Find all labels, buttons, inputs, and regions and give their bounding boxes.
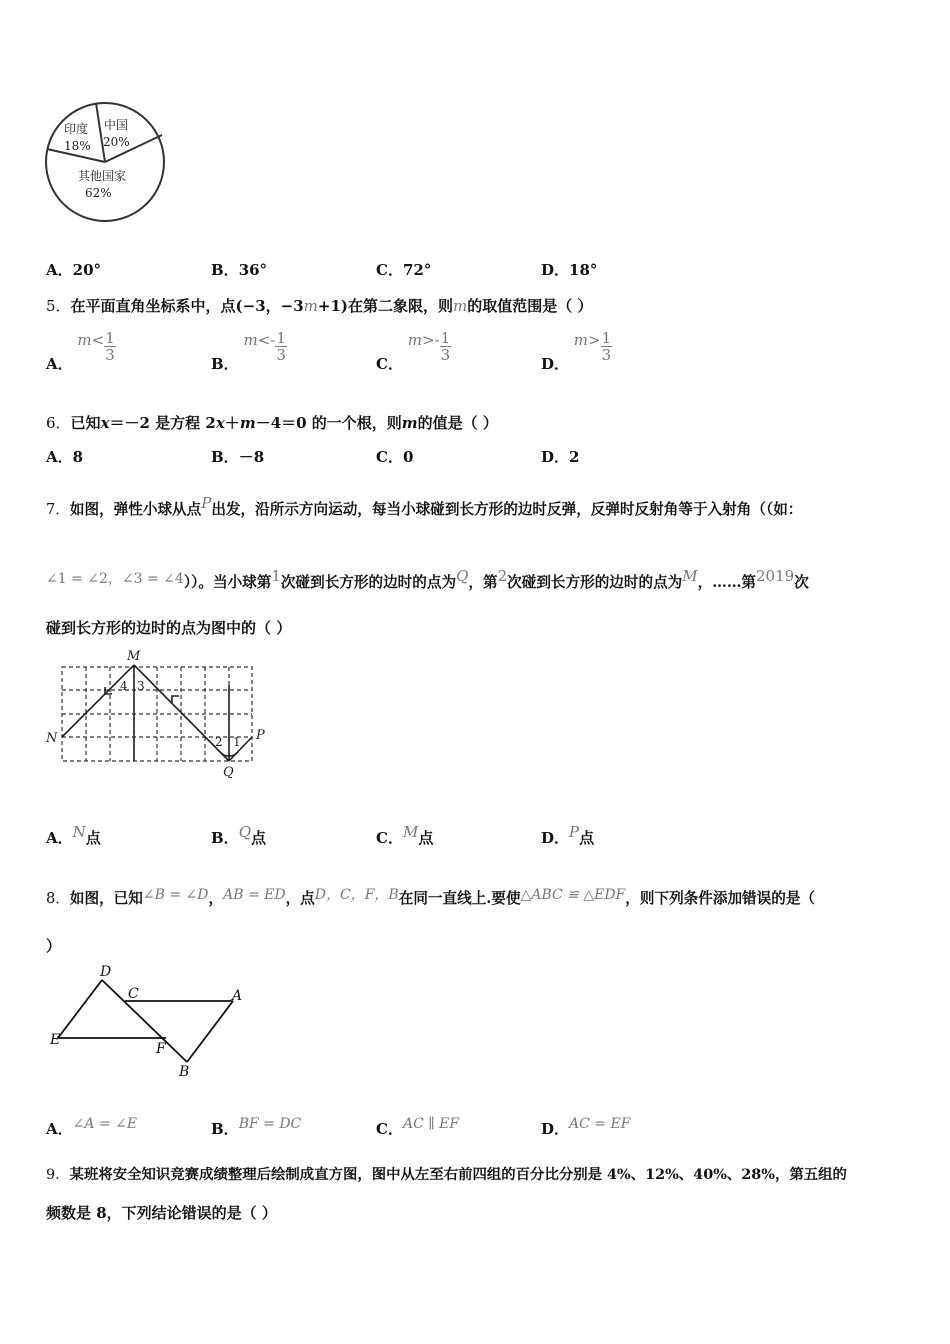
q4-option-d[interactable] — [541, 260, 597, 280]
pie-label-others: 其他国家 — [78, 169, 127, 183]
pie-divider-top — [96, 103, 105, 162]
option-label: C． — [376, 261, 403, 279]
q5-stem: 5．在平面直角坐标系中，点(−3，−3m+1)在第二象限，则m的取值范围是（ ） — [46, 297, 593, 315]
q8-option-c[interactable]: C．AC ∥ EF — [376, 1116, 460, 1138]
pie-chart — [40, 96, 175, 228]
q7-stem-line2: ∠1 = ∠2，∠3 = ∠4））。当小球第1次碰到长方形的边时的点为Q，第2次碰到长方形的边时的点为M，……第2019次 — [46, 567, 809, 591]
point-q-label: Q — [223, 765, 234, 780]
point-e-label: E — [50, 1032, 61, 1048]
point-d-label: D — [100, 964, 112, 980]
angle-3-label: 3 — [137, 679, 145, 693]
q6-option-b[interactable]: B．－8 — [211, 448, 265, 466]
triangles — [58, 980, 233, 1062]
q8-option-b[interactable]: B．BF = DC — [211, 1116, 302, 1138]
pie-label-china: 中国 — [104, 118, 129, 132]
q5-option-a[interactable]: A． m< $\frac{1}{3}$ — [46, 329, 115, 373]
q8-figure — [44, 960, 254, 1080]
q5-option-b[interactable]: B． m<- $\frac{1}{3}$ — [211, 329, 286, 373]
q7-stem-line3: 碰到长方形的边时的点为图中的（ ） — [46, 619, 292, 637]
q4-option-a[interactable] — [46, 260, 101, 280]
q8-stem-line2: ） — [46, 937, 62, 955]
option-label: D． — [541, 261, 570, 279]
angle-2-label: 2 — [215, 735, 223, 749]
q6-option-d[interactable]: D．2 — [541, 448, 580, 466]
pie-value-china: 20% — [103, 135, 130, 149]
option-text: 36° — [238, 261, 268, 279]
point-b-label: B — [179, 1064, 190, 1080]
q8-stem-line1: 8．如图，已知∠B = ∠D，AB = ED，点D，C，F，B在同一直线上.要使△ABC ≌ △EDF，则下列条件添加错误的是（ — [46, 887, 816, 907]
q5-option-c[interactable]: C． m>- $\frac{1}{3}$ — [376, 329, 451, 373]
q9-stem-line2: 频数是 8，下列结论错误的是（ ） — [46, 1204, 277, 1222]
q8-option-d[interactable]: D．AC = EF — [541, 1116, 631, 1138]
point-n-label: N — [46, 731, 58, 746]
option-label: A． — [46, 261, 73, 279]
q7-stem-line1: 7．如图，弹性小球从点P出发，沿所示方向运动，每当小球碰到长方形的边时反弹，反弹时反射角等于入射角（（如： — [46, 494, 803, 518]
option-text: 20° — [72, 261, 102, 279]
point-c-label: C — [128, 986, 139, 1002]
point-p-label: P — [256, 728, 265, 743]
q6-option-c[interactable]: C．0 — [376, 448, 414, 466]
angle-1-label: 1 — [233, 735, 241, 749]
q8-option-a[interactable]: A．∠A = ∠E — [46, 1116, 138, 1138]
q6-stem: 6．已知x＝－2 是方程 2x＋m－4＝0 的一个根，则m的值是（ ） — [46, 414, 498, 432]
pie-value-india: 18% — [64, 139, 91, 153]
q5-option-d[interactable]: D． m> $\frac{1}{3}$ — [541, 329, 612, 373]
option-text: 18° — [569, 261, 598, 279]
point-m-label: M — [127, 649, 141, 664]
q7-option-b[interactable]: B．Q点 — [211, 823, 267, 847]
q4-option-b[interactable] — [211, 260, 267, 280]
point-a-label: A — [232, 988, 243, 1004]
q7-option-d[interactable]: D．P点 — [541, 823, 595, 847]
pie-value-others: 62% — [85, 186, 112, 200]
q7-figure — [42, 645, 272, 785]
angle-4-label: 4 — [120, 679, 128, 693]
point-f-label: F — [156, 1041, 166, 1057]
q7-option-a[interactable]: A．N点 — [46, 823, 101, 847]
grid — [62, 667, 252, 761]
option-label: B． — [211, 261, 239, 279]
q9-stem-line1: 9．某班将安全知识竞赛成绩整理后绘制成直方图，图中从左至右前四组的百分比分别是 4%、12%、40%、28%，第五组的 — [46, 1166, 847, 1183]
q7-option-c[interactable]: C．M点 — [376, 823, 434, 847]
q6-option-a[interactable]: A．8 — [46, 448, 84, 466]
q4-option-c[interactable] — [376, 260, 431, 280]
pie-label-india: 印度 — [64, 122, 89, 136]
option-text: 72° — [402, 261, 432, 279]
